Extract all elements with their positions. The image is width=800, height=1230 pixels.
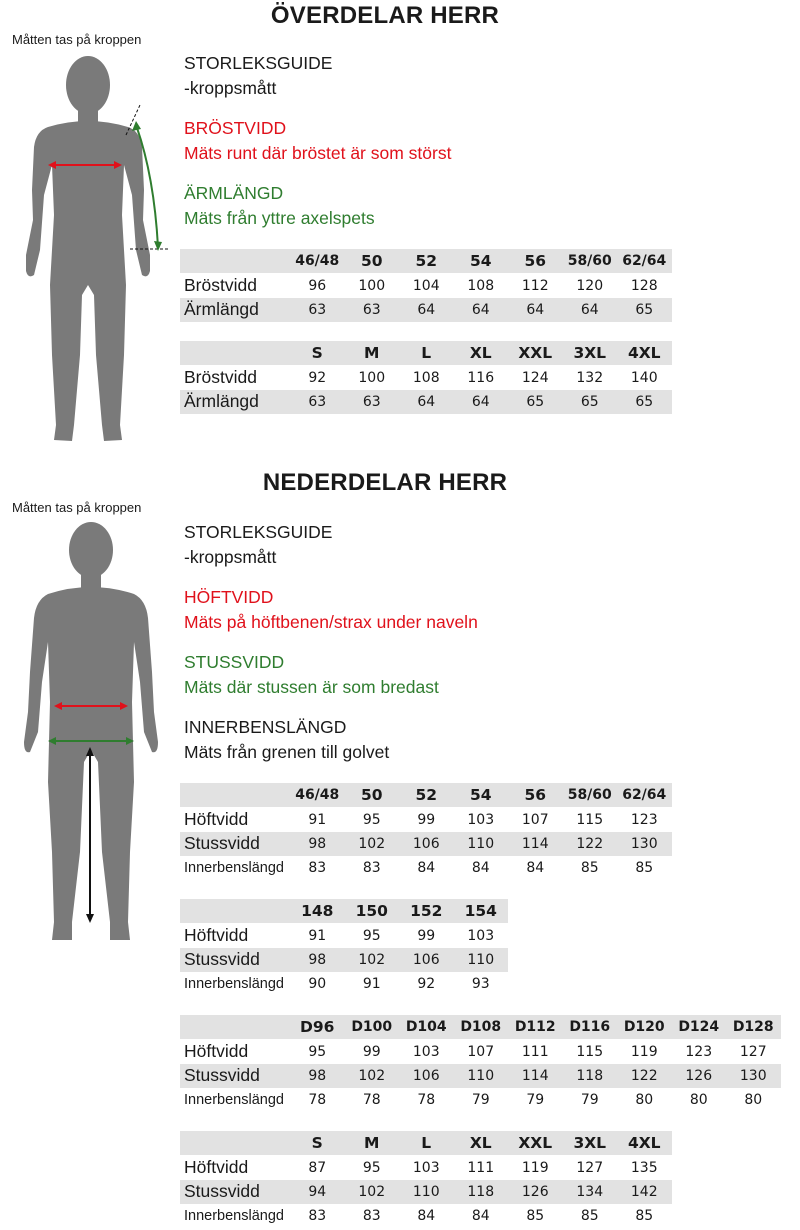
measure-row <box>180 807 672 831</box>
size-header-cell: 54 <box>454 783 509 807</box>
measure-value-cell: 64 <box>508 298 563 322</box>
measure-label: Stussvidd <box>180 1064 290 1088</box>
measure-value-cell: 64 <box>399 390 454 414</box>
measure-row <box>180 390 672 414</box>
size-header-cell: D100 <box>345 1015 400 1039</box>
measure-value-cell: 119 <box>630 1043 658 1060</box>
header-corner-cell <box>180 1131 290 1155</box>
measure-row <box>180 298 672 322</box>
measure-value-cell: 78 <box>417 1092 436 1109</box>
measure-value-cell: 91 <box>362 976 381 993</box>
measure-value-cell: 64 <box>399 298 454 322</box>
measure-value-cell: 98 <box>290 1064 345 1088</box>
size-header-row <box>180 783 672 807</box>
hip-measure-title: HÖFTVIDD <box>184 587 274 607</box>
measure-value-cell: 103 <box>412 1043 440 1060</box>
measure-value-cell: 122 <box>617 1064 672 1088</box>
measure-value-cell: 83 <box>362 1208 381 1225</box>
measure-value-cell: 63 <box>290 298 345 322</box>
measure-value-cell: 102 <box>345 832 400 856</box>
measure-value-cell: 92 <box>417 976 436 993</box>
measure-value-cell: 120 <box>576 277 604 294</box>
measure-value-cell: 99 <box>362 1043 381 1060</box>
size-table <box>180 249 672 322</box>
size-header-cell: D112 <box>508 1015 563 1039</box>
upper-guide-subtitle: -kroppsmått <box>184 78 277 98</box>
size-header-cell: 58/60 <box>563 783 618 807</box>
size-header-cell: XXL <box>508 341 563 365</box>
measure-label: Stussvidd <box>180 1180 290 1204</box>
measure-value-cell: 78 <box>308 1092 327 1109</box>
measure-value-cell: 63 <box>345 390 400 414</box>
lower-guide-title: STORLEKSGUIDE <box>184 522 333 542</box>
inseam-measure-title: INNERBENSLÄNGD <box>184 717 347 737</box>
sleeve-measure-description: Mäts från yttre axelspets <box>184 208 375 228</box>
size-header-cell: S <box>290 341 345 365</box>
measure-value-cell: 98 <box>290 948 345 972</box>
measure-value-cell: 85 <box>580 860 599 877</box>
seat-measure-description: Mäts där stussen är som bredast <box>184 677 439 697</box>
measure-row <box>180 1064 781 1088</box>
measure-value-cell: 135 <box>630 1159 658 1176</box>
measure-label: Ärmlängd <box>180 390 290 414</box>
size-header-cell: 4XL <box>617 341 672 365</box>
measure-value-cell: 115 <box>576 811 604 828</box>
size-header-cell: 62/64 <box>617 249 672 273</box>
measure-row <box>180 948 508 972</box>
measure-value-cell: 104 <box>412 277 440 294</box>
measure-value-cell: 118 <box>454 1180 509 1204</box>
measure-value-cell: 132 <box>576 369 604 386</box>
size-header-row <box>180 1015 781 1039</box>
measure-value-cell: 124 <box>521 369 549 386</box>
measure-value-cell: 111 <box>467 1159 495 1176</box>
measure-value-cell: 118 <box>563 1064 618 1088</box>
measure-value-cell: 98 <box>290 832 345 856</box>
measure-value-cell: 83 <box>308 860 327 877</box>
size-table <box>180 1131 672 1229</box>
measure-value-cell: 79 <box>580 1092 599 1109</box>
measure-value-cell: 80 <box>635 1092 654 1109</box>
size-header-cell: D96 <box>290 1015 345 1039</box>
measure-row <box>180 365 672 389</box>
size-header-cell: 62/64 <box>617 783 672 807</box>
header-corner-cell <box>180 1015 290 1039</box>
measure-value-cell: 91 <box>308 927 327 944</box>
measure-value-cell: 80 <box>689 1092 708 1109</box>
size-header-row <box>180 899 508 923</box>
size-header-cell: 50 <box>345 249 400 273</box>
measure-row <box>180 1039 781 1063</box>
size-header-cell: 56 <box>508 249 563 273</box>
measure-value-cell: 79 <box>526 1092 545 1109</box>
measure-value-cell: 84 <box>526 860 545 877</box>
size-header-cell: D128 <box>726 1015 781 1039</box>
measure-value-cell: 93 <box>471 976 490 993</box>
measure-row <box>180 923 508 947</box>
size-header-cell: 3XL <box>563 1131 618 1155</box>
measure-value-cell: 63 <box>290 390 345 414</box>
measure-value-cell: 84 <box>417 1208 436 1225</box>
upper-guide-title: STORLEKSGUIDE <box>184 53 333 73</box>
measure-value-cell: 83 <box>362 860 381 877</box>
measure-row <box>180 832 672 856</box>
measure-value-cell: 83 <box>308 1208 327 1225</box>
size-header-cell: XL <box>454 341 509 365</box>
measure-value-cell: 84 <box>471 860 490 877</box>
measure-value-cell: 122 <box>563 832 618 856</box>
size-header-cell: 52 <box>399 249 454 273</box>
size-table <box>180 783 672 881</box>
measure-value-cell: 84 <box>471 1208 490 1225</box>
upper-body-figure <box>8 55 168 447</box>
measure-value-cell: 116 <box>467 369 495 386</box>
measure-value-cell: 65 <box>617 298 672 322</box>
measure-label: Höftvidd <box>184 925 249 946</box>
size-header-cell: D108 <box>454 1015 509 1039</box>
measure-value-cell: 64 <box>563 298 618 322</box>
measure-value-cell: 95 <box>308 1043 327 1060</box>
size-header-cell: L <box>399 1131 454 1155</box>
measure-value-cell: 80 <box>744 1092 763 1109</box>
measure-label: Stussvidd <box>180 948 290 972</box>
size-header-cell: 4XL <box>617 1131 672 1155</box>
size-table <box>180 1015 781 1113</box>
measure-value-cell: 94 <box>290 1180 345 1204</box>
measure-value-cell: 103 <box>412 1159 440 1176</box>
header-corner-cell <box>180 341 290 365</box>
size-header-cell: D104 <box>399 1015 454 1039</box>
measure-value-cell: 127 <box>576 1159 604 1176</box>
measure-value-cell: 108 <box>467 277 495 294</box>
measure-value-cell: 110 <box>454 948 509 972</box>
measure-value-cell: 114 <box>508 1064 563 1088</box>
chest-measure-description: Mäts runt där bröstet är som störst <box>184 143 452 163</box>
lower-body-figure <box>8 522 168 944</box>
measure-value-cell: 126 <box>508 1180 563 1204</box>
measure-value-cell: 78 <box>362 1092 381 1109</box>
size-header-cell: 50 <box>345 783 400 807</box>
size-header-cell: D120 <box>617 1015 672 1039</box>
measure-row <box>180 1204 672 1228</box>
measure-value-cell: 100 <box>358 277 386 294</box>
size-header-cell: 148 <box>290 899 345 923</box>
size-header-cell: L <box>399 341 454 365</box>
hip-measure-description: Mäts på höftbenen/strax under naveln <box>184 612 478 632</box>
measure-value-cell: 100 <box>358 369 386 386</box>
measure-label: Bröstvidd <box>184 367 257 388</box>
lower-section-title: NEDERDELAR HERR <box>262 469 508 496</box>
measure-value-cell: 123 <box>685 1043 713 1060</box>
size-header-cell: 52 <box>399 783 454 807</box>
measure-value-cell: 95 <box>362 927 381 944</box>
measure-value-cell: 64 <box>454 298 509 322</box>
size-header-cell: 46/48 <box>290 249 345 273</box>
upper-section-title: ÖVERDELAR HERR <box>270 2 500 29</box>
measure-label: Innerbenslängd <box>184 1092 284 1109</box>
measure-value-cell: 103 <box>467 811 495 828</box>
measure-value-cell: 119 <box>521 1159 549 1176</box>
measure-row <box>180 273 672 297</box>
measure-value-cell: 126 <box>672 1064 727 1088</box>
measure-value-cell: 106 <box>399 1064 454 1088</box>
measure-label: Höftvidd <box>184 1157 249 1178</box>
measure-value-cell: 63 <box>345 298 400 322</box>
size-header-row <box>180 341 672 365</box>
measure-value-cell: 65 <box>508 390 563 414</box>
size-header-cell: XL <box>454 1131 509 1155</box>
upper-measure-note: Måtten tas på kroppen <box>12 32 142 47</box>
header-corner-cell <box>180 249 290 273</box>
measure-label: Stussvidd <box>180 832 290 856</box>
measure-value-cell: 110 <box>399 1180 454 1204</box>
size-header-cell: 150 <box>345 899 400 923</box>
measure-value-cell: 95 <box>362 1159 381 1176</box>
measure-value-cell: 96 <box>308 277 327 294</box>
size-header-row <box>180 249 672 273</box>
measure-value-cell: 142 <box>617 1180 672 1204</box>
measure-row <box>180 856 672 880</box>
measure-label: Bröstvidd <box>184 275 257 296</box>
measure-value-cell: 106 <box>399 832 454 856</box>
lower-guide-subtitle: -kroppsmått <box>184 547 277 567</box>
measure-value-cell: 128 <box>630 277 658 294</box>
measure-value-cell: 112 <box>521 277 549 294</box>
size-table <box>180 899 508 997</box>
measure-value-cell: 107 <box>521 811 549 828</box>
measure-value-cell: 127 <box>739 1043 767 1060</box>
header-corner-cell <box>180 783 290 807</box>
size-header-cell: 54 <box>454 249 509 273</box>
header-corner-cell <box>180 899 290 923</box>
seat-measure-title: STUSSVIDD <box>184 652 285 672</box>
measure-value-cell: 140 <box>630 369 658 386</box>
size-header-cell: M <box>345 1131 400 1155</box>
lower-measure-note: Måtten tas på kroppen <box>12 500 142 515</box>
measure-row <box>180 1088 781 1112</box>
measure-value-cell: 95 <box>362 811 381 828</box>
measure-value-cell: 108 <box>412 369 440 386</box>
size-header-cell: D124 <box>672 1015 727 1039</box>
measure-value-cell: 79 <box>471 1092 490 1109</box>
measure-label: Ärmlängd <box>180 298 290 322</box>
size-header-cell: 3XL <box>563 341 618 365</box>
size-header-cell: XXL <box>508 1131 563 1155</box>
size-header-row <box>180 1131 672 1155</box>
measure-value-cell: 99 <box>417 811 436 828</box>
measure-value-cell: 103 <box>467 927 495 944</box>
size-header-cell: 152 <box>399 899 454 923</box>
chest-measure-title: BRÖSTVIDD <box>184 118 287 138</box>
measure-value-cell: 111 <box>521 1043 549 1060</box>
measure-row <box>180 1155 672 1179</box>
measure-value-cell: 107 <box>467 1043 495 1060</box>
measure-value-cell: 85 <box>526 1208 545 1225</box>
measure-value-cell: 114 <box>508 832 563 856</box>
measure-value-cell: 65 <box>617 390 672 414</box>
size-header-cell: M <box>345 341 400 365</box>
measure-value-cell: 85 <box>635 1208 654 1225</box>
measure-value-cell: 84 <box>417 860 436 877</box>
measure-value-cell: 64 <box>454 390 509 414</box>
measure-value-cell: 134 <box>563 1180 618 1204</box>
measure-value-cell: 110 <box>454 1064 509 1088</box>
size-table <box>180 341 672 414</box>
size-header-cell: S <box>290 1131 345 1155</box>
measure-value-cell: 85 <box>635 860 654 877</box>
measure-value-cell: 123 <box>630 811 658 828</box>
measure-value-cell: 130 <box>617 832 672 856</box>
measure-label: Höftvidd <box>184 1041 249 1062</box>
size-header-cell: 154 <box>454 899 509 923</box>
measure-row <box>180 1180 672 1204</box>
measure-label: Höftvidd <box>184 809 249 830</box>
measure-value-cell: 90 <box>308 976 327 993</box>
measure-label: Innerbenslängd <box>184 1208 284 1225</box>
inseam-measure-description: Mäts från grenen till golvet <box>184 742 390 762</box>
measure-value-cell: 85 <box>580 1208 599 1225</box>
measure-value-cell: 115 <box>576 1043 604 1060</box>
measure-value-cell: 102 <box>345 948 400 972</box>
measure-value-cell: 92 <box>308 369 327 386</box>
measure-label: Innerbenslängd <box>184 976 284 993</box>
size-header-cell: 56 <box>508 783 563 807</box>
measure-label: Innerbenslängd <box>184 860 284 877</box>
size-header-cell: D116 <box>563 1015 618 1039</box>
measure-value-cell: 102 <box>345 1064 400 1088</box>
measure-value-cell: 87 <box>308 1159 327 1176</box>
inseam-measure-arrow <box>86 747 94 923</box>
sleeve-measure-title: ÄRMLÄNGD <box>184 183 284 203</box>
size-header-cell: 58/60 <box>563 249 618 273</box>
size-header-cell: 46/48 <box>290 783 345 807</box>
measure-value-cell: 91 <box>308 811 327 828</box>
measure-value-cell: 99 <box>417 927 436 944</box>
measure-value-cell: 102 <box>345 1180 400 1204</box>
measure-value-cell: 65 <box>563 390 618 414</box>
measure-value-cell: 130 <box>726 1064 781 1088</box>
measure-row <box>180 972 508 996</box>
measure-value-cell: 110 <box>454 832 509 856</box>
measure-value-cell: 106 <box>399 948 454 972</box>
